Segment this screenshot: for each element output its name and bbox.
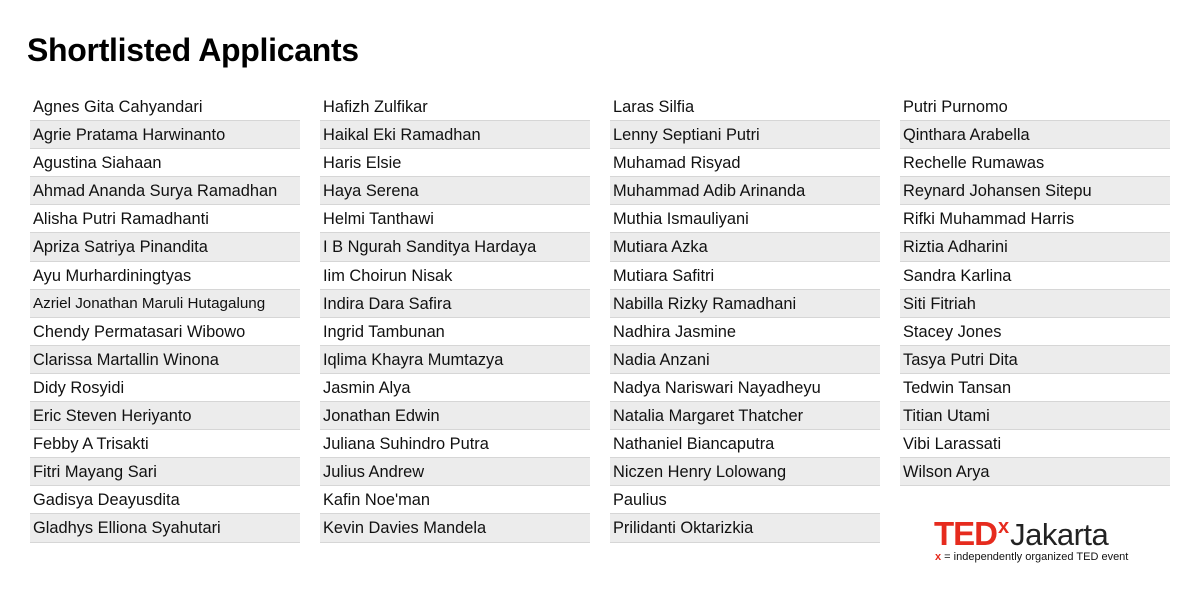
applicant-row: Apriza Satriya Pinandita [30,233,300,261]
applicant-row: Reynard Johansen Sitepu [900,177,1170,205]
applicant-row: Helmi Tanthawi [320,205,590,233]
page-title: Shortlisted Applicants [27,32,359,68]
applicant-row: Siti Fitriah [900,290,1170,318]
applicant-row: Wilson Arya [900,458,1170,486]
applicant-row: Laras Silfia [610,93,880,121]
applicant-row: Mutiara Safitri [610,262,880,290]
applicant-row: Titian Utami [900,402,1170,430]
applicant-row: Eric Steven Heriyanto [30,402,300,430]
logo-x: x [998,516,1010,538]
applicant-row: Didy Rosyidi [30,374,300,402]
applicant-row: Lenny Septiani Putri [610,121,880,149]
applicant-column [900,93,1170,486]
logo-ted: TED [934,515,997,552]
applicant-row: Agustina Siahaan [30,149,300,177]
applicant-row: Indira Dara Safira [320,290,590,318]
applicant-row: Ahmad Ananda Surya Ramadhan [30,177,300,205]
tedx-jakarta-logo [934,515,1144,568]
applicant-row: Kevin Davies Mandela [320,514,590,542]
applicant-row: Azriel Jonathan Maruli Hutagalung [30,290,300,318]
applicant-row: Nabilla Rizky Ramadhani [610,290,880,318]
applicant-row: Alisha Putri Ramadhanti [30,205,300,233]
applicant-row: Prilidanti Oktarizkia [610,514,880,542]
applicant-column [320,93,590,543]
applicant-row: Muhammad Adib Arinanda [610,177,880,205]
applicant-row: Ayu Murhardiningtyas [30,262,300,290]
logo-city: Jakarta [1010,517,1109,552]
applicant-columns [30,93,1170,545]
applicant-row: Nathaniel Biancaputra [610,430,880,458]
applicant-row: Kafin Noe'man [320,486,590,514]
applicant-row: Haikal Eki Ramadhan [320,121,590,149]
applicant-row: Tasya Putri Dita [900,346,1170,374]
applicant-row: Muthia Ismauliyani [610,205,880,233]
applicant-row: Ingrid Tambunan [320,318,590,346]
applicant-column [610,93,880,543]
applicant-row: Agnes Gita Cahyandari [30,93,300,121]
applicant-row: Gladhys Elliona Syahutari [30,514,300,542]
applicant-row: Rifki Muhammad Harris [900,205,1170,233]
applicant-row: Tedwin Tansan [900,374,1170,402]
applicant-row: Stacey Jones [900,318,1170,346]
applicant-row: Iim Choirun Nisak [320,262,590,290]
applicant-row: Julius Andrew [320,458,590,486]
applicant-row: Iqlima Khayra Mumtazya [320,346,590,374]
applicant-row: Riztia Adharini [900,233,1170,261]
applicant-row: Nadya Nariswari Nayadheyu [610,374,880,402]
applicant-row: Niczen Henry Lolowang [610,458,880,486]
applicant-row: Qinthara Arabella [900,121,1170,149]
applicant-row: Agrie Pratama Harwinanto [30,121,300,149]
applicant-row: I B Ngurah Sanditya Hardaya [320,233,590,261]
applicant-row: Nadhira Jasmine [610,318,880,346]
applicant-row: Rechelle Rumawas [900,149,1170,177]
applicant-row: Gadisya Deayusdita [30,486,300,514]
applicant-row: Febby A Trisakti [30,430,300,458]
applicant-row: Jonathan Edwin [320,402,590,430]
logo-tagline [935,551,1128,563]
applicant-row: Haris Elsie [320,149,590,177]
applicant-row: Sandra Karlina [900,262,1170,290]
applicant-row: Clarissa Martallin Winona [30,346,300,374]
applicant-row: Putri Purnomo [900,93,1170,121]
logo-tagline-text: = independently organized TED event [941,551,1129,563]
applicant-row: Fitri Mayang Sari [30,458,300,486]
applicant-row: Haya Serena [320,177,590,205]
applicant-row: Chendy Permatasari Wibowo [30,318,300,346]
applicant-row: Jasmin Alya [320,374,590,402]
applicant-row: Vibi Larassati [900,430,1170,458]
applicant-row: Mutiara Azka [610,233,880,261]
applicant-row: Paulius [610,486,880,514]
applicant-row: Hafizh Zulfikar [320,93,590,121]
logo-tagline-x: x [935,551,942,563]
applicant-row: Muhamad Risyad [610,149,880,177]
applicant-row: Natalia Margaret Thatcher [610,402,880,430]
applicant-row: Juliana Suhindro Putra [320,430,590,458]
applicant-row: Nadia Anzani [610,346,880,374]
applicant-column [30,93,300,543]
